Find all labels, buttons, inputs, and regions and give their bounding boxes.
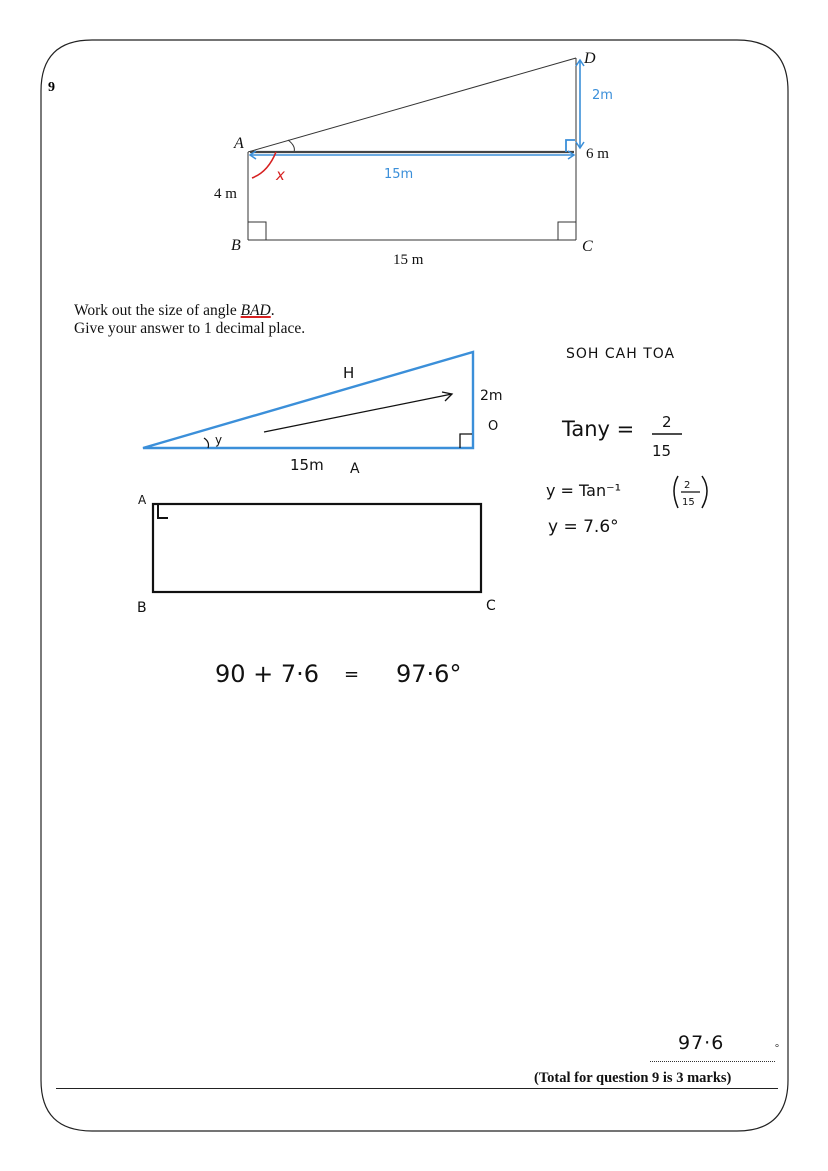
sum-right: 97·6° [396, 660, 462, 688]
rect-right-angle [158, 504, 168, 518]
label-a: A [234, 135, 244, 152]
sohcahtoa: SOH CAH TOA [566, 346, 676, 362]
working-rectangle [153, 504, 481, 592]
right-angle-b [248, 222, 266, 240]
rect-b: B [137, 600, 147, 616]
inv-den: 15 [682, 497, 695, 508]
paren-right [702, 476, 707, 508]
answer-value: 97·6 [678, 1032, 725, 1054]
blue-right-angle [566, 140, 575, 152]
sum-eq: = [344, 664, 360, 685]
opp-label: 2m [480, 388, 503, 404]
label-b: B [231, 237, 241, 254]
tan-line: Tany = [562, 417, 635, 441]
opp-letter: O [488, 419, 499, 434]
printed-diagram [0, 0, 828, 300]
total-marks: (Total for question 9 is 3 marks) [534, 1070, 732, 1086]
label-6m: 6 m [586, 146, 609, 162]
rect-c: C [486, 598, 496, 614]
inv-line: y = Tan⁻¹ [546, 481, 621, 500]
hand-15m: 15m [384, 167, 414, 182]
prompt-line2: Give your answer to 1 decimal place. [74, 320, 306, 337]
angle-letter: y [215, 433, 223, 447]
adj-letter: A [350, 461, 360, 477]
red-angle-arc [252, 152, 276, 178]
bottom-rule [56, 1088, 778, 1089]
sum-left: 90 + 7·6 [215, 660, 320, 688]
adj-label: 15m [290, 456, 324, 474]
hyp-label: H [343, 364, 355, 382]
hyp-arrow [264, 394, 452, 432]
paren-left [674, 476, 678, 508]
tan-den: 15 [652, 442, 672, 460]
label-15m: 15 m [393, 252, 424, 268]
answer-unit: ° [775, 1043, 779, 1054]
result-line: y = 7.6° [548, 517, 619, 537]
triangle-angle-arc [204, 438, 209, 448]
right-angle-c [558, 222, 576, 240]
angle-arc-a [288, 140, 294, 152]
triangle-right-angle [460, 434, 472, 448]
side-ad [248, 58, 576, 152]
hand-2m: 2m [592, 88, 613, 103]
label-c: C [582, 238, 593, 255]
handwritten-working [0, 330, 828, 1050]
angle-name: BAD [240, 302, 271, 319]
prompt-prefix: Work out the size of angle [74, 302, 241, 319]
rect-a: A [138, 493, 147, 507]
label-4m: 4 m [214, 186, 237, 202]
label-d: D [584, 50, 596, 67]
hand-x: x [276, 166, 285, 184]
tan-num: 2 [662, 413, 672, 431]
inv-num: 2 [684, 480, 691, 491]
question-number: 9 [48, 80, 55, 95]
prompt-suffix: . [270, 302, 275, 319]
